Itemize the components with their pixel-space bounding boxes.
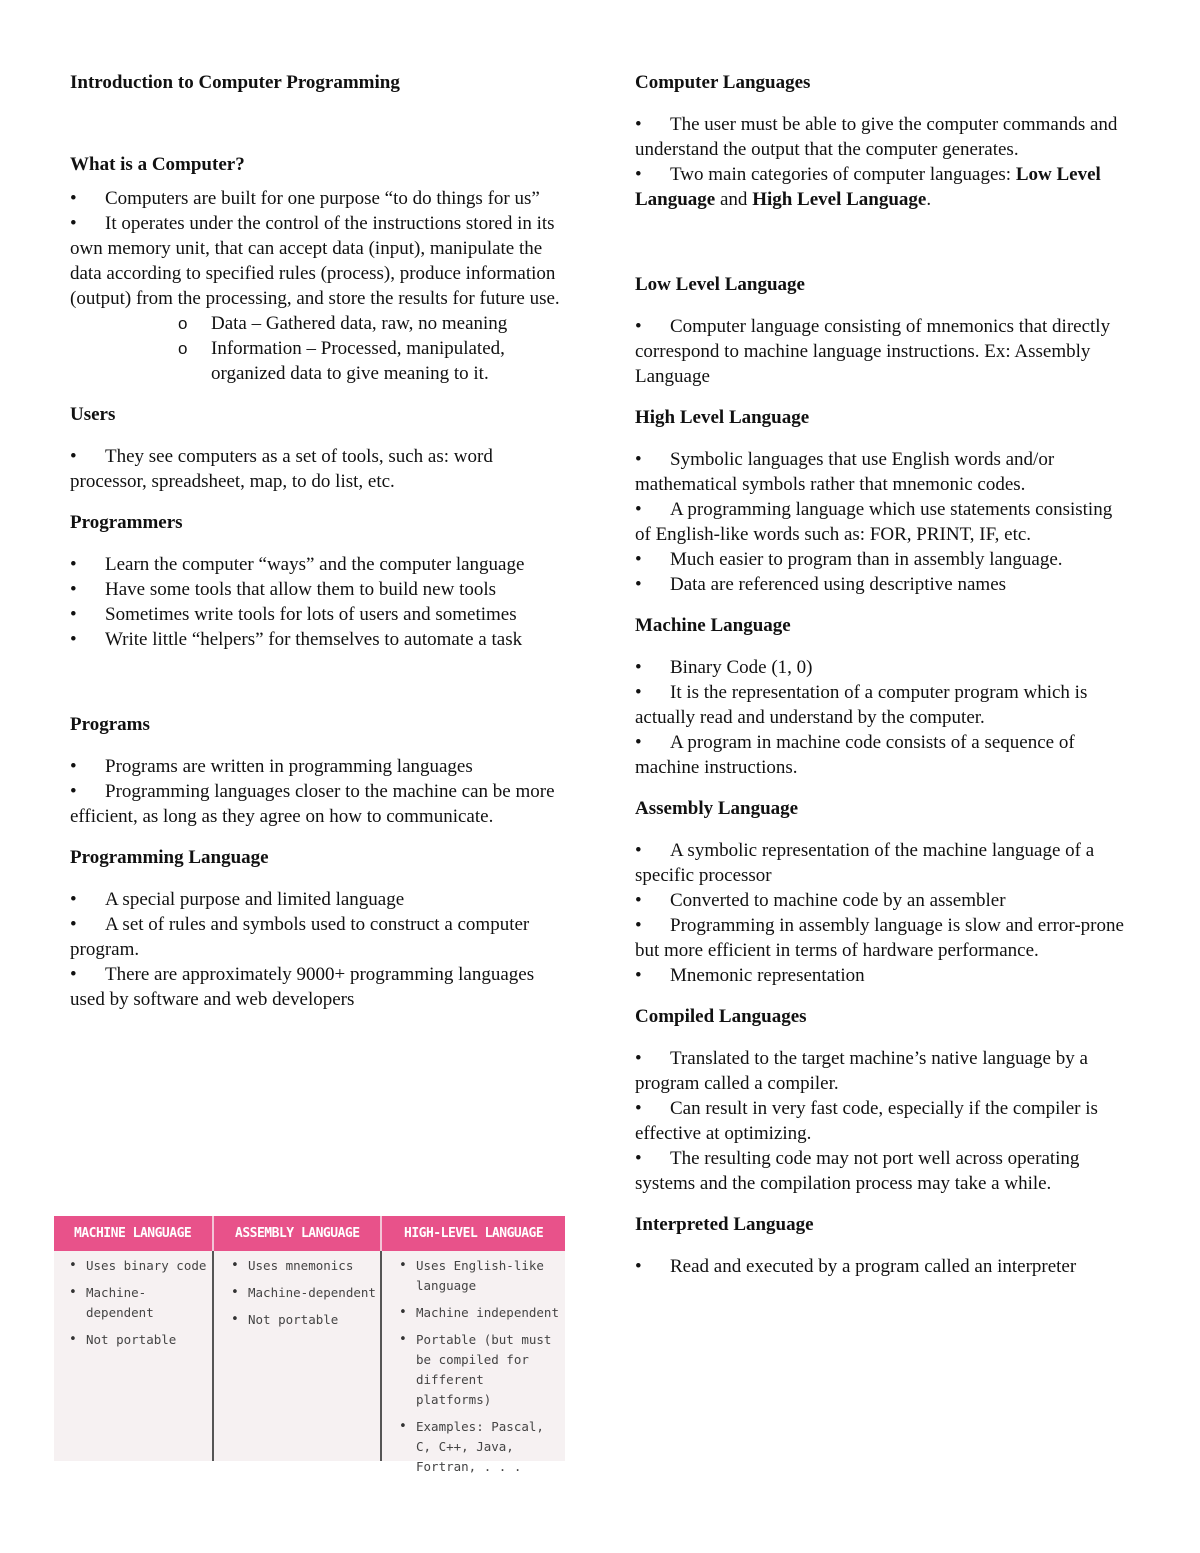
list-item: • Portable (but must be compiled for different platforms) [394, 1330, 560, 1410]
bullet-item: • It is the representation of a computer program which is actually read and understand by the computer. [635, 682, 1088, 728]
language-comparison-table [54, 1216, 565, 1474]
bullet-icon: • [70, 554, 77, 575]
bullet-item: • Two main categories of computer languages: Low Level Language and High Level Language. [635, 164, 1101, 210]
bullet-icon: • [635, 965, 642, 986]
heading-low-level-language: Low Level Language [635, 274, 805, 295]
bullet-icon: • [70, 964, 77, 985]
bullet-item: • Much easier to program than in assembly language. [635, 549, 1063, 570]
assembly-language-list [226, 1256, 378, 1337]
bullet-icon: • [70, 188, 77, 209]
bullet-icon: • [70, 446, 77, 467]
bullet-icon: • [635, 1098, 642, 1119]
column-divider [380, 1251, 382, 1461]
bullet-icon: • [635, 574, 642, 595]
bullet-icon: • [635, 915, 642, 936]
header-divider [212, 1216, 214, 1251]
right-column [635, 70, 1127, 1279]
bullet-icon: • [70, 213, 77, 234]
bullet-icon: • [635, 682, 642, 703]
heading-assembly-language: Assembly Language [635, 798, 799, 819]
bullet-item: • Sometimes write tools for lots of users and sometimes [70, 604, 517, 625]
list-item: • Not portable [226, 1310, 378, 1330]
table-header-assembly: ASSEMBLY LANGUAGE [235, 1226, 360, 1241]
bullet-icon: • [635, 1148, 642, 1169]
bullet-icon: • [70, 889, 77, 910]
list-item: • Machine-dependent [64, 1283, 212, 1323]
bullet-icon: • [70, 604, 77, 625]
bullet-icon: • [70, 756, 77, 777]
bullet-item: • Computers are built for one purpose “to do things for us” [70, 188, 540, 209]
bullet-item: • They see computers as a set of tools, such as: word processor, spreadsheet, map, to do list, etc. [70, 446, 493, 492]
bullet-item: • It operates under the control of the instructions stored in its own memory unit, that can accept data (input), manipulate the data according to specified rules (process), produce information (output) from the processing, and store the results for future use. [70, 213, 560, 309]
heading-high-level-language: High Level Language [635, 407, 810, 428]
heading-programmers: Programmers [70, 512, 183, 533]
bullet-item: • A symbolic representation of the machine language of a specific processor [635, 840, 1095, 886]
list-item: • Machine-dependent [226, 1283, 378, 1303]
heading-computer-languages: Computer Languages [635, 72, 811, 93]
left-column [70, 70, 565, 1012]
bullet-item: • Programs are written in programming languages [70, 756, 473, 777]
bullet-item: • Translated to the target machine’s native language by a program called a compiler. [635, 1048, 1088, 1094]
bullet-icon: • [635, 1048, 642, 1069]
bullet-icon: • [635, 657, 642, 678]
bullet-item: • Read and executed by a program called an interpreter [635, 1256, 1077, 1277]
high-level-language-list [394, 1256, 560, 1484]
bullet-item: • Data are referenced using descriptive names [635, 574, 1007, 595]
list-item: • Uses binary code [64, 1256, 212, 1276]
bullet-item: • Converted to machine code by an assembler [635, 890, 1006, 911]
bullet-item: • Can result in very fast code, especially if the compiler is effective at optimizing. [635, 1098, 1098, 1144]
bullet-icon: • [70, 781, 77, 802]
bullet-item: • Computer language consisting of mnemonics that directly correspond to machine language instructions. Ex: Assembly Language [635, 316, 1111, 387]
heading-programs: Programs [70, 714, 150, 735]
bullet-item: • There are approximately 9000+ programming languages used by software and web developers [70, 964, 535, 1010]
list-item: • Uses mnemonics [226, 1256, 378, 1276]
bullet-item: • Mnemonic representation [635, 965, 865, 986]
bullet-item: • Symbolic languages that use English words and/or mathematical symbols rather that mnemonic codes. [635, 449, 1055, 495]
heading-what-is-computer: What is a Computer? [70, 154, 245, 175]
bullet-item: • The user must be able to give the computer commands and understand the output that the computer generates. [635, 114, 1118, 160]
circle-bullet-icon: o [178, 339, 188, 358]
table-header-high-level: HIGH-LEVEL LANGUAGE [404, 1226, 544, 1241]
bullet-icon: • [635, 114, 642, 135]
bullet-icon: • [70, 914, 77, 935]
bullet-item: • Learn the computer “ways” and the computer language [70, 554, 525, 575]
bullet-item: • Programming languages closer to the machine can be more efficient, as long as they agree on how to communicate. [70, 781, 555, 827]
list-item: • Examples: Pascal, C, C++, Java, Fortran, . . . [394, 1417, 560, 1477]
bullet-item: • A set of rules and symbols used to construct a computer program. [70, 914, 530, 960]
bullet-item: • Programming in assembly language is slow and error-prone but more efficient in terms of hardware performance. [635, 915, 1124, 961]
list-item: • Machine independent [394, 1303, 560, 1323]
bullet-icon: • [635, 890, 642, 911]
list-item: • Not portable [64, 1330, 212, 1350]
bullet-icon: • [70, 629, 77, 650]
table-header-machine: MACHINE LANGUAGE [74, 1226, 192, 1241]
bullet-icon: • [635, 840, 642, 861]
bullet-icon: • [635, 732, 642, 753]
heading-machine-language: Machine Language [635, 615, 791, 636]
doc-title: Introduction to Computer Programming [70, 72, 400, 93]
bullet-icon: • [635, 549, 642, 570]
bullet-item: • Write little “helpers” for themselves to automate a task [70, 629, 523, 650]
column-divider [212, 1251, 214, 1461]
bullet-icon: • [635, 449, 642, 470]
bullet-item: • A program in machine code consists of a sequence of machine instructions. [635, 732, 1075, 778]
machine-language-list [64, 1256, 212, 1357]
heading-programming-language: Programming Language [70, 847, 269, 868]
sub-bullet-item: o Information – Processed, manipulated, organized data to give meaning to it. [178, 338, 505, 384]
bullet-item: • The resulting code may not port well across operating systems and the compilation process may take a while. [635, 1148, 1080, 1194]
bullet-item: • A special purpose and limited language [70, 889, 405, 910]
circle-bullet-icon: o [178, 314, 188, 333]
bullet-icon: • [635, 499, 642, 520]
list-item: • Uses English-like language [394, 1256, 560, 1296]
heading-users: Users [70, 404, 116, 425]
header-divider [380, 1216, 382, 1251]
bullet-icon: • [635, 164, 642, 185]
heading-compiled-languages: Compiled Languages [635, 1006, 807, 1027]
heading-interpreted-language: Interpreted Language [635, 1214, 814, 1235]
bullet-icon: • [635, 316, 642, 337]
bullet-icon: • [70, 579, 77, 600]
bullet-item: • Have some tools that allow them to build new tools [70, 579, 497, 600]
sub-bullet-item: o Data – Gathered data, raw, no meaning [178, 313, 508, 334]
bullet-item: • A programming language which use statements consisting of English-like words such as: FOR, PRINT, IF, etc. [635, 499, 1113, 545]
bullet-item: • Binary Code (1, 0) [635, 657, 813, 678]
bullet-icon: • [635, 1256, 642, 1277]
